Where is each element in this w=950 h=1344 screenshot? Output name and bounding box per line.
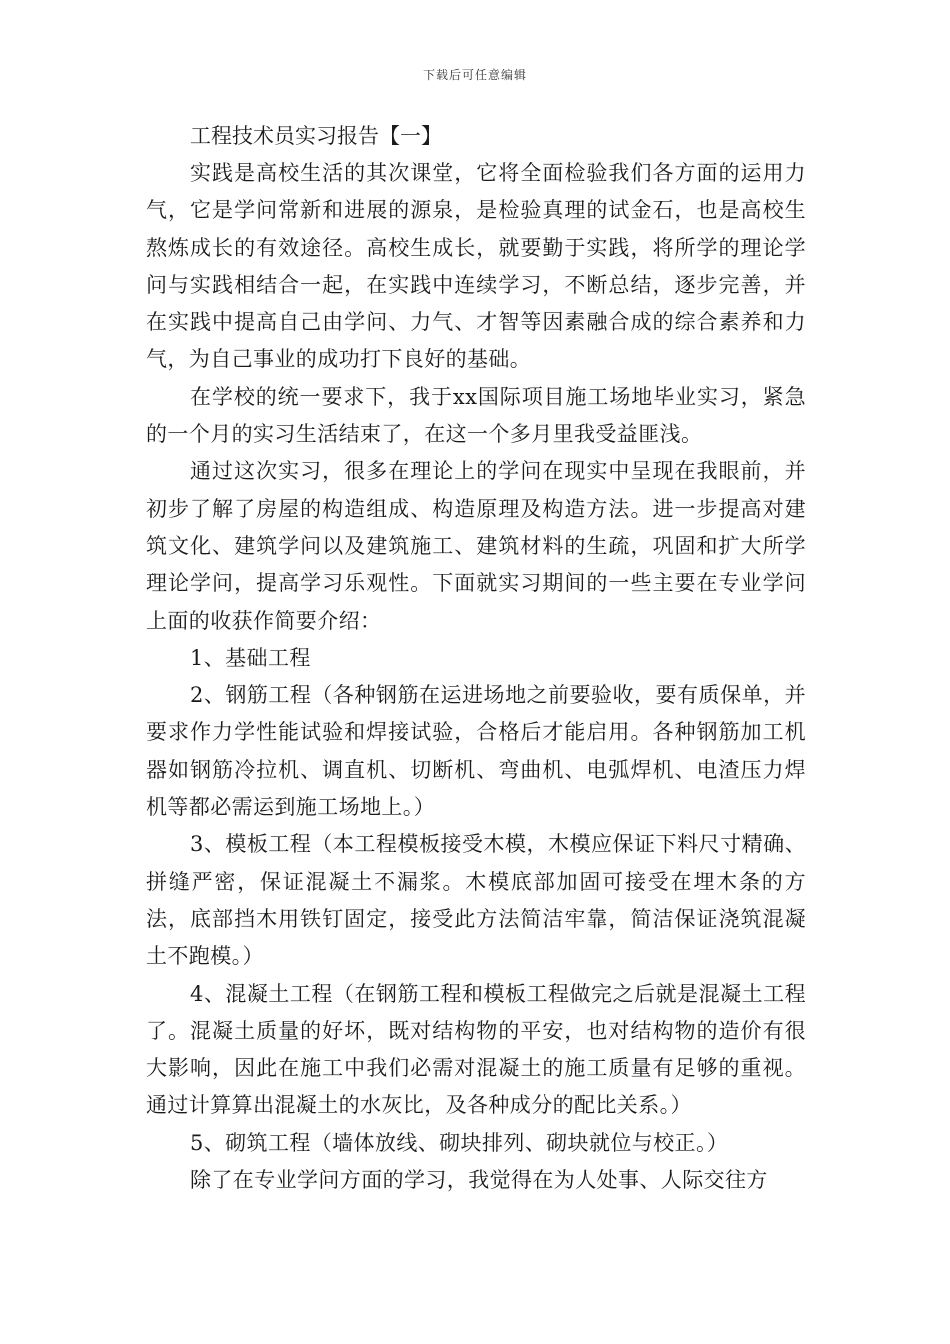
paragraph-rebar: 2、钢筋工程（各种钢筋在运进场地之前要验收，要有质保单，并要求作力学性能试验和焊接试验，合格后才能启用。各种钢筋加工机器如钢筋冷拉机、调直机、切断机、弯曲机、电弧焊机、电渣压力焊机等都必需运到施工场地上。） bbox=[146, 683, 806, 820]
paragraph-closing: 除了在专业学问方面的学习，我觉得在为人处事、人际交往方 bbox=[190, 1168, 768, 1193]
paragraph-formwork: 3、模板工程（本工程模板接受木模，木模应保证下料尺寸精确、拼缝严密，保证混凝土不漏浆。木模底部加固可接受在埋木条的方法，底部挡木用铁钉固定，接受此方法简洁牢靠，简洁保证浇筑混凝土不跑模。） bbox=[146, 832, 806, 969]
paragraph-learning: 通过这次实习，很多在理论上的学问在现实中呈现在我眼前，并初步了解了房屋的构造组成、构造原理及构造方法。进一步提高对建筑文化、建筑学问以及建筑施工、建筑材料的生疏，巩固和扩大所学理论学问，提高学习乐观性。下面就实习期间的一些主要在专业学问上面的收获作简要介绍： bbox=[146, 459, 806, 633]
document-body bbox=[146, 118, 806, 1199]
paragraph-internship: 在学校的统一要求下，我于xx国际项目施工场地毕业实习，紧急的一个月的实习生活结束了，在这一个多月里我受益匪浅。 bbox=[146, 384, 806, 447]
document-title: 工程技术员实习报告【一】 bbox=[190, 124, 442, 148]
paragraph-concrete: 4、混凝土工程（在钢筋工程和模板工程做完之后就是混凝土工程了。混凝土质量的好坏，既对结构物的平安，也对结构物的造价有很大影响，因此在施工中我们必需对混凝土的施工质量有足够的重视。通过计算算出混凝土的水灰比，及各种成分的配比关系。） bbox=[146, 981, 806, 1118]
paragraph-masonry: 5、砌筑工程（墙体放线、砌块排列、砌块就位与校正。） bbox=[190, 1130, 729, 1155]
paragraph-foundation: 1、基础工程 bbox=[190, 645, 311, 670]
page-header: 下载后可任意编辑 bbox=[422, 68, 527, 82]
paragraph-intro: 实践是高校生活的其次课堂，它将全面检验我们各方面的运用力气，它是学问常新和进展的源泉，是检验真理的试金石，也是高校生熬炼成长的有效途径。高校生成长，就要勤于实践，将所学的理论学问与实践相结合一起，在实践中连续学习，不断总结，逐步完善，并在实践中提高自己由学问、力气、才智等因素融合成的综合素养和力气，为自己事业的成功打下良好的基础。 bbox=[146, 161, 806, 372]
